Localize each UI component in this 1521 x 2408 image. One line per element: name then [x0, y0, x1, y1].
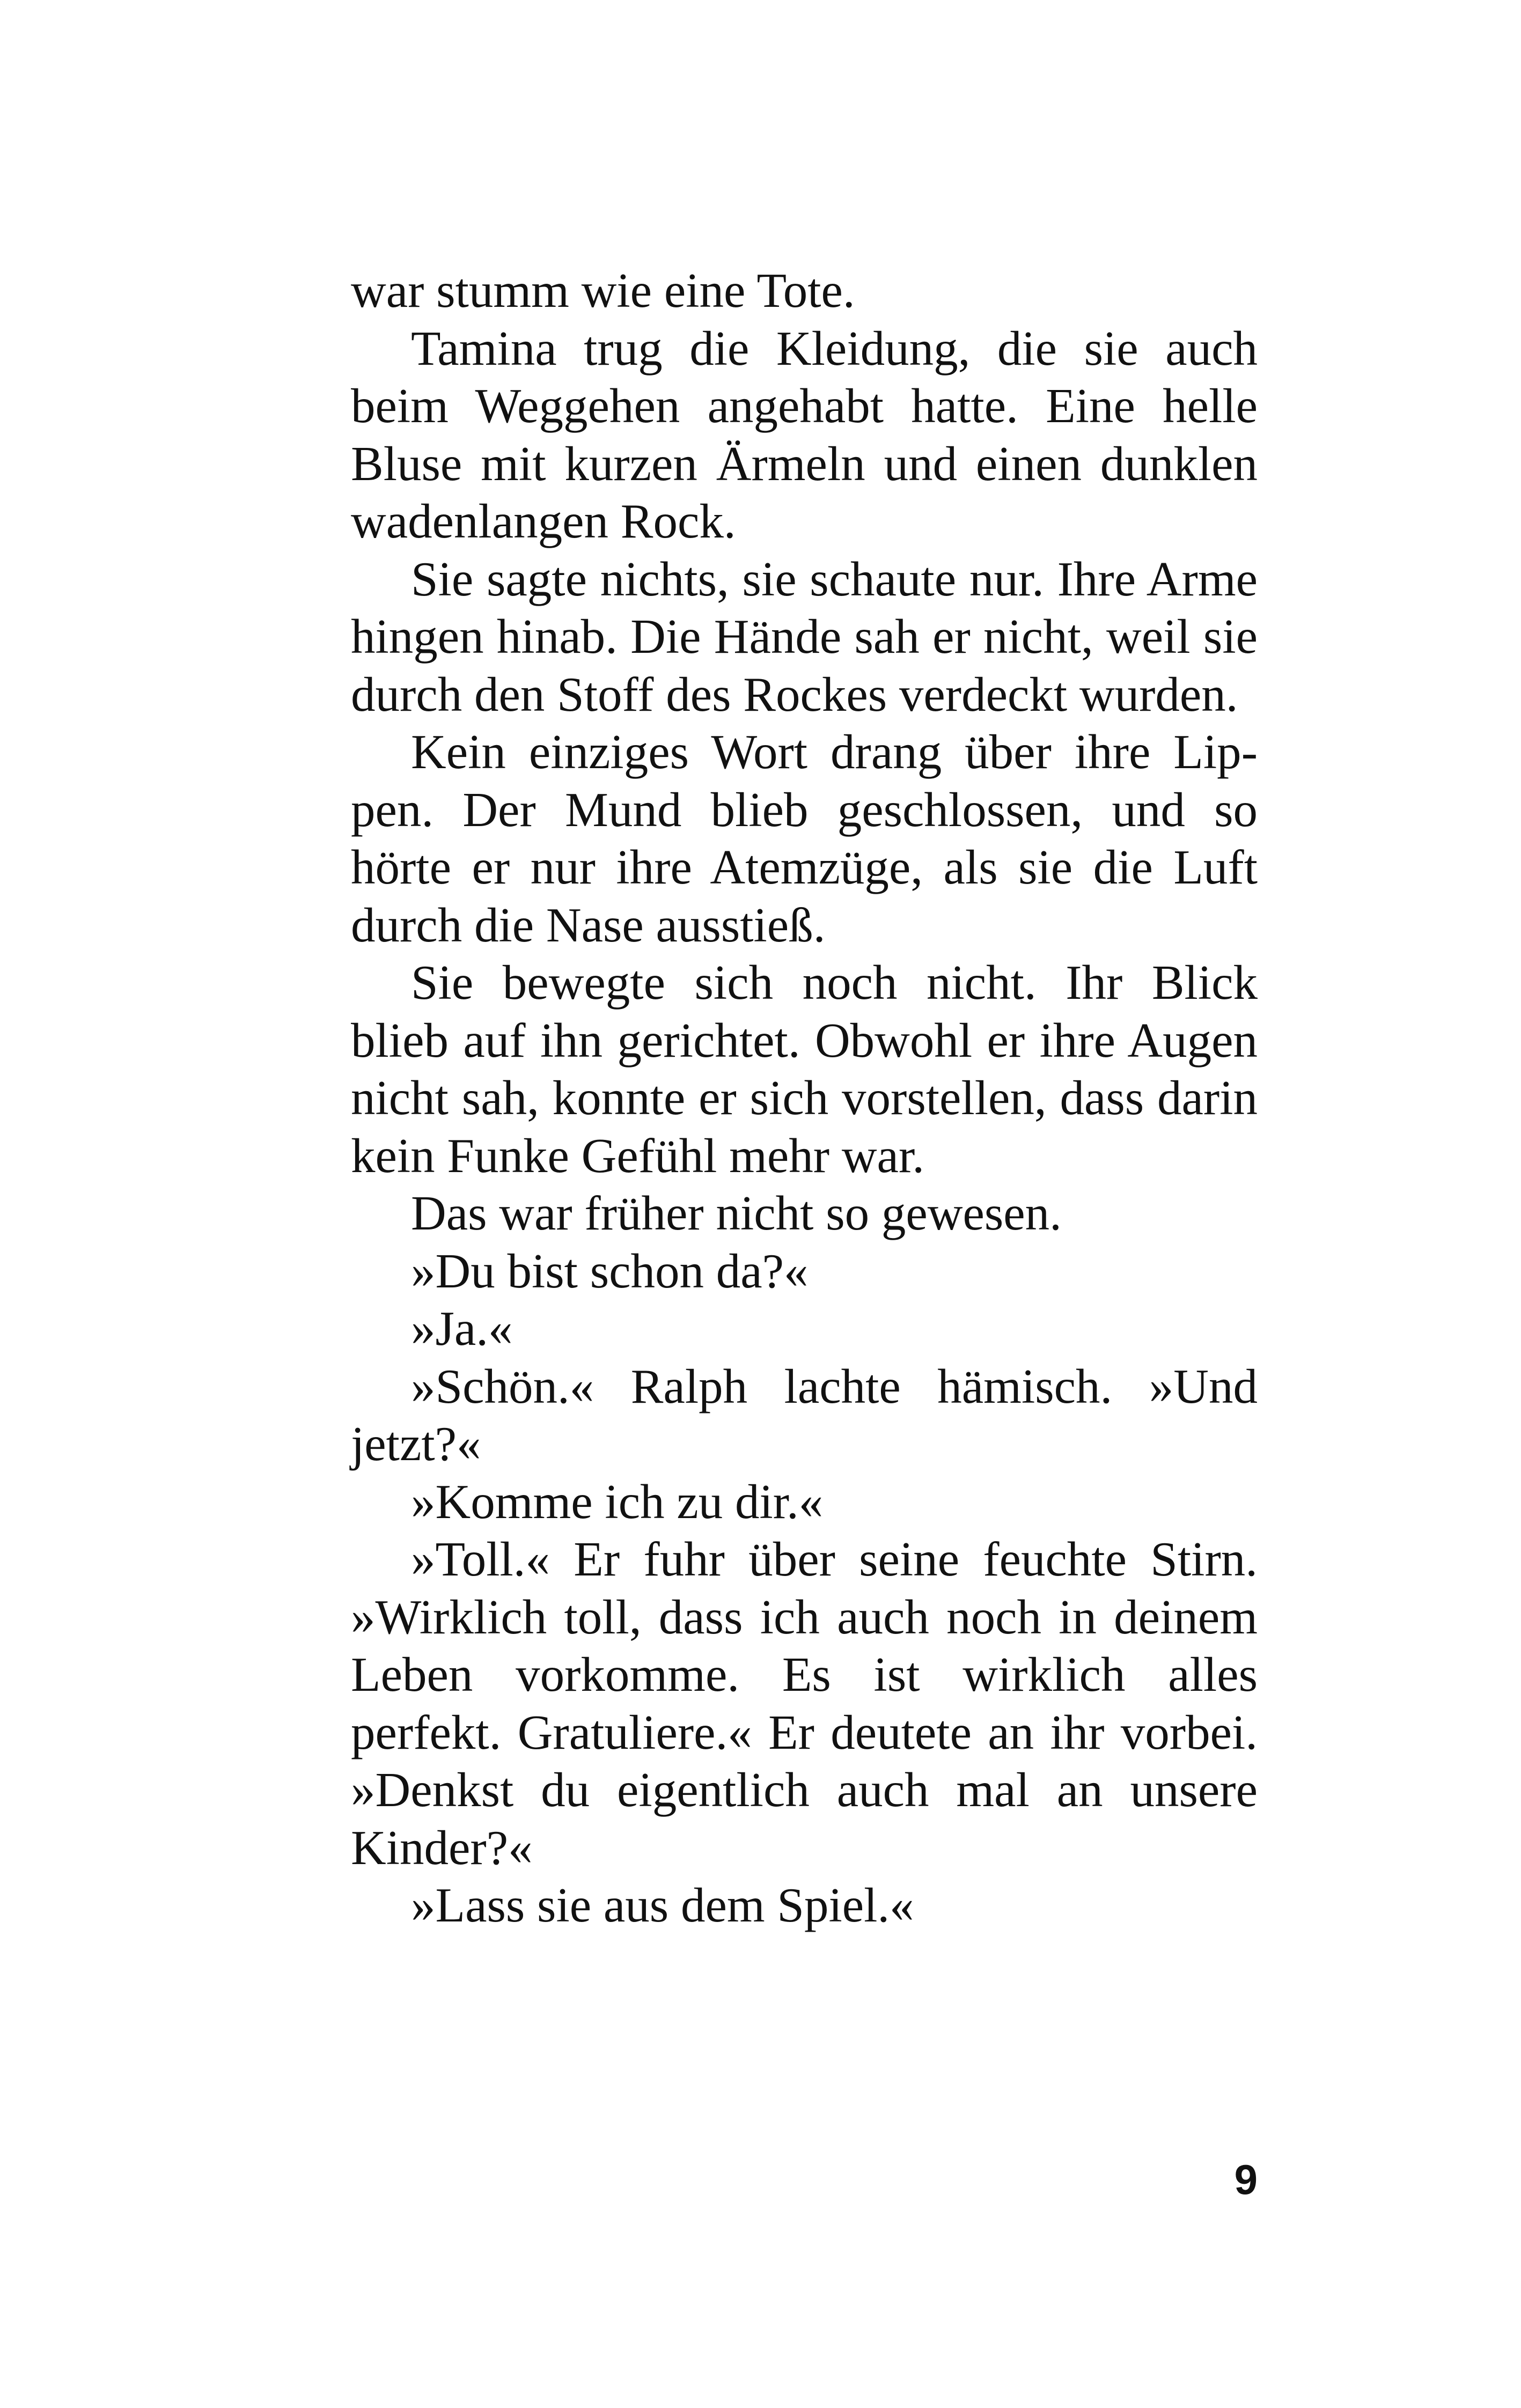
paragraph: »Toll.« Er fuhr über seine feuchte Stirn. »Wirklich toll, dass ich auch noch in deinem Leben vorkomme. Es ist wirklich alles perfekt. Gratuliere.« Er deutete an ihr vorbei. »Denkst du eigentlich auch mal an unsere Kinder?« [351, 1532, 1258, 1875]
paragraph: »Schön.« Ralph lachte hämisch. »Und jetzt?« [351, 1359, 1258, 1471]
paragraph: »Du bist schon da?« [411, 1243, 809, 1298]
paragraph: Kein einziges Wort drang über ihre Lippen. Der Mund blieb geschlossen, und so hörte er nur ihre Atemzüge, als sie die Luft durch die Nase ausstieß. [351, 725, 1258, 952]
paragraph: Tamina trug die Kleidung, die sie auch beim Weggehen angehabt hatte. Eine helle Bluse mit kurzen Ärmeln und einen dunklen wadenlangen Rock. [351, 321, 1258, 548]
paragraph: »Komme ich zu dir.« [411, 1474, 824, 1529]
paragraph: »Lass sie aus dem Spiel.« [411, 1878, 914, 1932]
paragraph: Sie sagte nichts, sie schaute nur. Ihre Arme hingen hinab. Die Hände sah er nicht, weil sie durch den Stoff des Rockes verdeckt wurden. [351, 551, 1258, 721]
paragraph: »Ja.« [411, 1301, 513, 1356]
body-text [351, 262, 1258, 1934]
page-number: 9 [1234, 2156, 1258, 2203]
paragraph: war stumm wie eine Tote. [351, 263, 855, 318]
paragraph: Sie bewegte sich noch nicht. Ihr Blick blieb auf ihn gerichtet. Obwohl er ihre Augen nicht sah, konnte er sich vorstellen, dass darin kein Funke Gefühl mehr war. [351, 955, 1258, 1183]
paragraph: Das war früher nicht so gewesen. [411, 1186, 1062, 1240]
